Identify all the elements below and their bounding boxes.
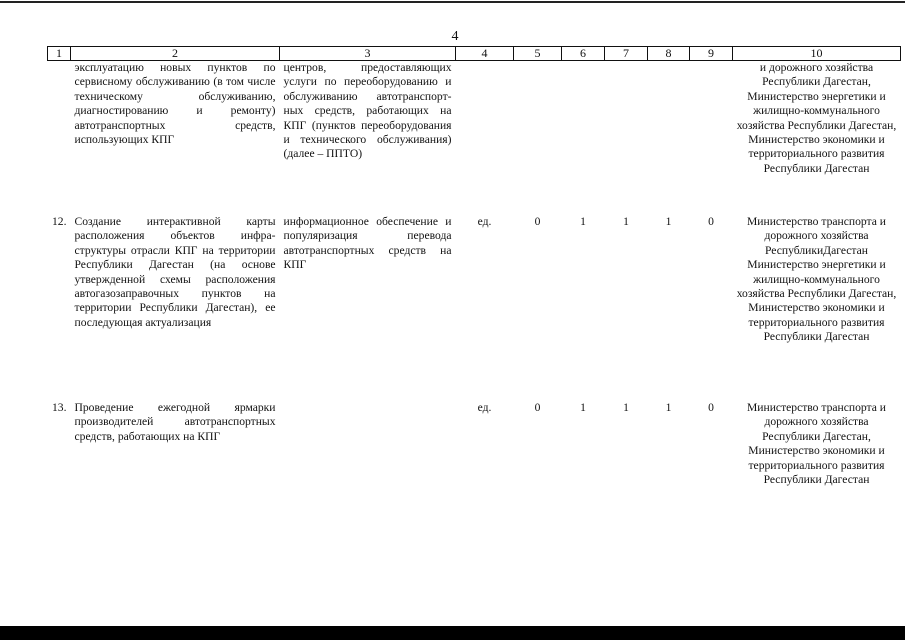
header-col-10: 10 (733, 47, 901, 61)
table-row (48, 398, 901, 487)
value-col-5: 0 (534, 401, 541, 414)
value-col-7: 1 (623, 401, 629, 414)
value-col-5: 0 (534, 215, 541, 228)
value-col-6: 1 (580, 401, 586, 414)
header-col-5: 5 (514, 47, 562, 61)
value-col-8: 1 (665, 401, 672, 414)
row-number: 13. (52, 401, 67, 414)
expected-result: информационное обеспечение и популяризация перевода автотранспортных средств на КПГ (283, 215, 452, 272)
table-row (48, 61, 901, 212)
table-row (48, 211, 901, 398)
value-col-9: 0 (708, 401, 714, 414)
header-col-2: 2 (71, 47, 280, 61)
responsible-executors: и дорожного хозяйства Республики Дагестан, Министерство энергетики и жилищно-коммунального хозяйства Республики Дагестан, Министерство экономики и территориального развития Республики Дагестан (736, 61, 897, 175)
header-col-6: 6 (562, 47, 605, 61)
measure-name: Проведение ежегодной ярмарки производителей автотранспортных средств, работающих на КПГ (74, 401, 276, 443)
measure-name: Создание интерактивной карты расположения объектов инфра-структуры отрасли КПГ на территории Республики Дагестан (на основе утвержденной схемы расположения автогазозаправочных пунктов на территории Республики Дагестан), ее последующая актуализация (74, 215, 276, 329)
responsible-executors: Министерство транспорта и дорожного хозяйства Республики Дагестан, Министерство экономики и территориального развития Республики Дагестан (747, 401, 886, 487)
header-col-4: 4 (456, 47, 514, 61)
value-col-9: 0 (708, 215, 714, 228)
row-number (48, 61, 71, 212)
header-col-9: 9 (690, 47, 733, 61)
row-number: 12. (52, 215, 67, 228)
value-col-7: 1 (623, 215, 629, 228)
page-number: 4 (451, 29, 459, 44)
top-border-line (0, 1, 905, 3)
header-col-7: 7 (605, 47, 648, 61)
header-col-1: 1 (48, 47, 71, 61)
unit (456, 61, 514, 212)
value-col-8: 1 (665, 215, 672, 228)
header-col-8: 8 (648, 47, 690, 61)
scan-bottom-edge (0, 626, 905, 640)
value-col-7 (605, 61, 648, 212)
value-col-6 (562, 61, 605, 212)
measure-name: эксплуатацию новых пунктов по сервисному обслуживанию (в том числе техническому обслуживанию, диагностированию и ремонту) автотранспортных средств, использующих КПГ (74, 61, 276, 147)
value-col-5 (514, 61, 562, 212)
expected-result (280, 398, 456, 487)
value-col-8 (648, 61, 690, 212)
header-col-3: 3 (280, 47, 456, 61)
unit: ед. (477, 215, 492, 228)
value-col-6: 1 (580, 215, 586, 228)
column-number-header (48, 47, 901, 61)
unit: ед. (477, 401, 492, 414)
expected-result: центров, предоставляющих услуги по переоборудованию и обслуживанию автотранспорт-ных средств, работающих на КПГ (пунктов переоборудования и технического обслуживания) (далее – ППТО) (283, 61, 452, 161)
responsible-executors: Министерство транспорта и дорожного хозяйства РеспубликиДагестан Министерство энергетики и жилищно-коммунального хозяйства Республики Дагестан, Министерство экономики и территориального развития Республики Дагестан (736, 215, 897, 344)
measures-table (47, 46, 901, 487)
value-col-9 (690, 61, 733, 212)
